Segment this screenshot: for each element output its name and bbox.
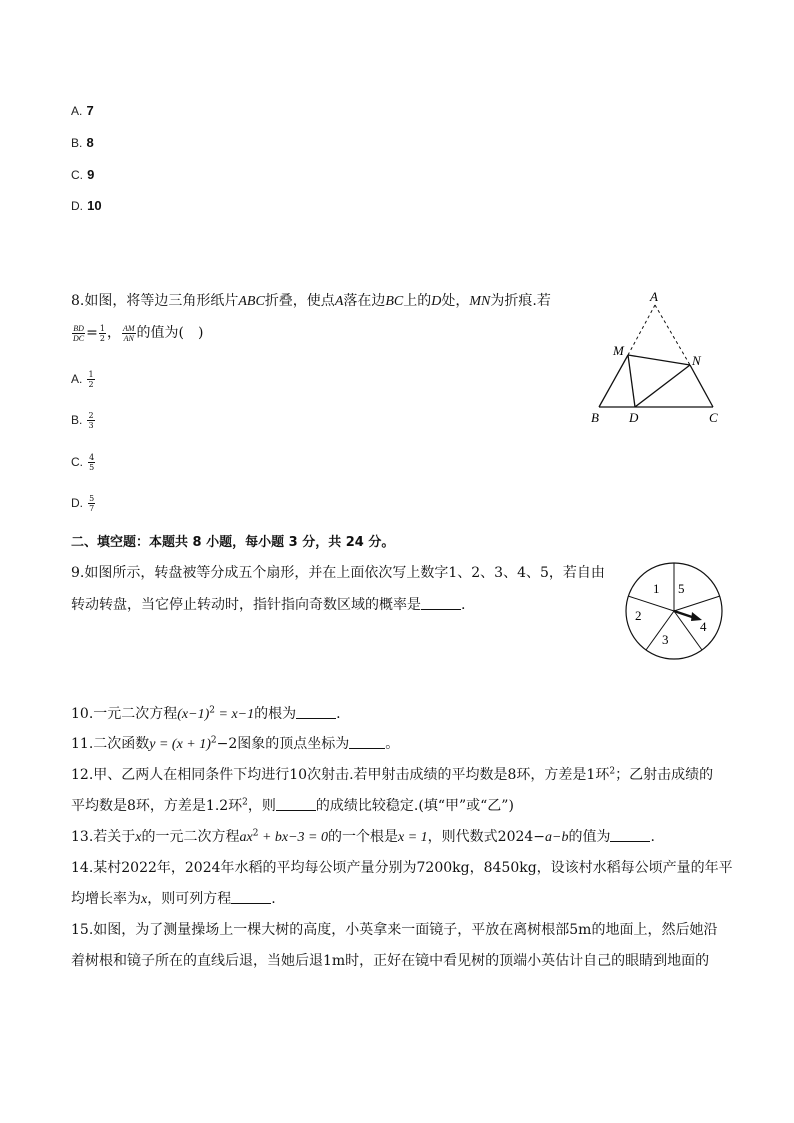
q13: 13.若关于x的一元二次方程$ax^2 + bx-3 = 0$的一个根是x = 1，则代数式2024−a−b的值为 . [71, 828, 655, 845]
label-m: M [613, 343, 624, 358]
q11: 11.二次函数$y = (x + 1)^2-2$图象的顶点坐标为 。 [71, 735, 400, 752]
q8-option-c: C. $\frac{4}{5}$ [71, 453, 95, 472]
label-b: B [591, 410, 599, 425]
q7-option-a: A. 7 [71, 103, 94, 118]
q8-stem-line2: $\frac{BD}{DC}$ = $\frac{1}{2}$ ， $\frac{AM}{AN}$ 的值为( ) [73, 323, 204, 343]
q14-line2: 均增长率为x，则可列方程 . [71, 891, 276, 907]
label-d: D [629, 410, 639, 425]
q8-triangle-figure [585, 285, 725, 430]
q9-spinner-figure [620, 557, 728, 665]
fraction-half: $\frac{1}{2}$ [99, 323, 105, 343]
label-n: N [692, 353, 701, 368]
q12-line2: 平均数是8环，方差是1.2环$^2$，则 的成绩比较稳定.(填“甲”或“乙”) [71, 797, 514, 814]
q9-line2: 转动转盘，当它停止转动时，指针指向奇数区域的概率是 . [71, 597, 466, 613]
sector-label-2: 2 [635, 608, 642, 623]
q9-line1: 9.如图所示，转盘被等分成五个扇形，并在上面依次写上数字1、2、3、4、5，若自由 [71, 565, 605, 581]
q8-option-b: B. $\frac{2}{3}$ [71, 411, 94, 430]
segment-nd [635, 365, 690, 407]
answer-blank [296, 706, 336, 719]
answer-blank [276, 798, 316, 811]
sector-label-5: 5 [678, 581, 685, 596]
answer-blank [610, 829, 650, 842]
fraction-am-an: $\frac{AM}{AN}$ [122, 323, 135, 343]
section-fill-in-heading: 二、填空题：本题共 8 小题，每小题 3 分，共 24 分。 [71, 535, 395, 550]
q15-line2: 着树根和镜子所在的直线后退，当她后退1m时，正好在镜中看见树的顶端小英估计自己的眼睛到地面的 [71, 953, 710, 969]
q10: 10.一元二次方程$(x-1)^2 = x-1$的根为 . [71, 705, 341, 722]
side-mb [599, 355, 628, 407]
q7-option-d: D. 10 [71, 198, 102, 213]
answer-blank [349, 736, 385, 749]
side-nc [690, 365, 713, 407]
q8-stem-line1: 8.如图，将等边三角形纸片ABC折叠，使点A落在边BC上的D处，MN为折痕.若 [71, 293, 551, 309]
q14-line1: 14.某村2022年，2024年水稻的平均每公顷产量分别为7200kg，8450kg，设该村水稻每公顷产量的年平 [71, 860, 733, 876]
fold-dashed-am [628, 305, 655, 355]
crease-mn [628, 355, 690, 365]
label-c: C [709, 410, 718, 425]
q8-option-a: A. $\frac{1}{2}$ [71, 370, 94, 389]
q15-line1: 15.如图，为了测量操场上一棵大树的高度，小英拿来一面镜子，平放在离树根部5m的地面上，然后她沿 [71, 922, 718, 938]
q7-option-b: B. 8 [71, 135, 94, 150]
sector-label-1: 1 [653, 581, 660, 596]
q7-option-c: C. 9 [71, 167, 95, 182]
q8-option-d: D. $\frac{5}{7}$ [71, 494, 95, 513]
fraction-bd-dc: $\frac{BD}{DC}$ [73, 323, 85, 343]
answer-blank [421, 597, 461, 610]
q12-line1: 12.甲、乙两人在相同条件下均进行10次射击.若甲射击成绩的平均数是8环，方差是1环$^2$；乙射击成绩的 [71, 766, 714, 783]
sector-label-4: 4 [700, 619, 707, 634]
answer-blank [231, 891, 271, 904]
segment-md [628, 355, 635, 407]
label-a: A [650, 289, 658, 304]
sector-label-3: 3 [662, 632, 669, 647]
fold-dashed-an [655, 305, 690, 365]
